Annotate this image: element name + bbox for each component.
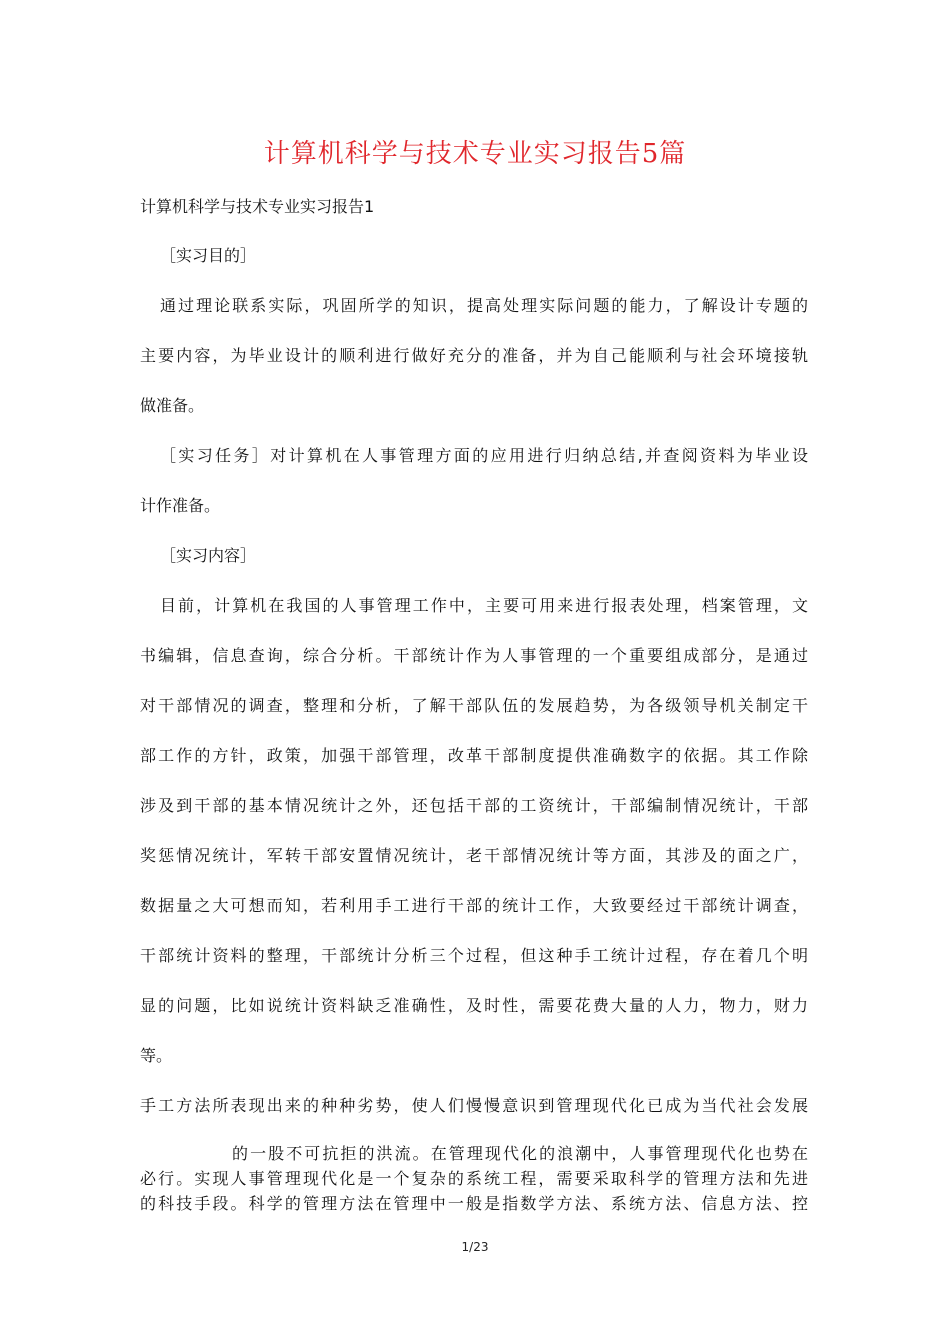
paragraph-line: 对干部情况的调查，整理和分析，了解干部队伍的发展趋势，为各级领导机关制定干 — [140, 696, 808, 715]
section-heading: 计算机科学与技术专业实习报告1 — [140, 197, 375, 216]
paragraph-line: ［实习任务］对计算机在人事管理方面的应用进行归纳总结,并查阅资料为毕业设 — [160, 446, 808, 465]
paragraph-line: 干部统计资料的整理，干部统计分析三个过程，但这种手工统计过程，存在着几个明 — [140, 946, 808, 965]
paragraph-line: 涉及到干部的基本情况统计之外，还包括干部的工资统计，干部编制情况统计，干部 — [140, 796, 808, 815]
paragraph-line: 必行。实现人事管理现代化是一个复杂的系统工程，需要采取科学的管理方法和先进 — [140, 1169, 808, 1188]
paragraph-line: ［实习内容］ — [160, 546, 257, 565]
paragraph-line: 目前，计算机在我国的人事管理工作中，主要可用来进行报表处理，档案管理，文 — [160, 596, 808, 615]
document-title: 计算机科学与技术专业实习报告5篇 — [263, 139, 687, 169]
paragraph-line: 通过理论联系实际，巩固所学的知识，提高处理实际问题的能力，了解设计专题的 — [160, 296, 808, 315]
paragraph-line: 等。 — [140, 1046, 173, 1065]
paragraph-line: ［实习目的］ — [160, 246, 257, 265]
paragraph-line: 计作准备。 — [140, 496, 221, 515]
paragraph-line: 数据量之大可想而知，若利用手工进行干部的统计工作，大致要经过干部统计调查， — [140, 896, 808, 915]
paragraph-line: 主要内容，为毕业设计的顺利进行做好充分的准备，并为自己能顺利与社会环境接轨 — [140, 346, 808, 365]
paragraph-line: 的科技手段。科学的管理方法在管理中一般是指数学方法、系统方法、信息方法、控 — [140, 1194, 808, 1213]
page-number: 1/23 — [461, 1240, 489, 1254]
paragraph-line: 奖惩情况统计，军转干部安置情况统计，老干部情况统计等方面，其涉及的面之广， — [140, 846, 808, 865]
paragraph-line: 做准备。 — [140, 396, 205, 415]
paragraph-line: 部工作的方针，政策，加强干部管理，改革干部制度提供准确数字的依据。其工作除 — [140, 746, 808, 765]
paragraph-line: 的一股不可抗拒的洪流。在管理现代化的浪潮中，人事管理现代化也势在 — [232, 1144, 808, 1163]
paragraph-line: 显的问题，比如说统计资料缺乏准确性，及时性，需要花费大量的人力，物力，财力 — [140, 996, 808, 1015]
paragraph-line: 书编辑，信息查询，综合分析。干部统计作为人事管理的一个重要组成部分，是通过 — [140, 646, 808, 665]
paragraph-line: 手工方法所表现出来的种种劣势，使人们慢慢意识到管理现代化已成为当代社会发展 — [140, 1096, 808, 1115]
